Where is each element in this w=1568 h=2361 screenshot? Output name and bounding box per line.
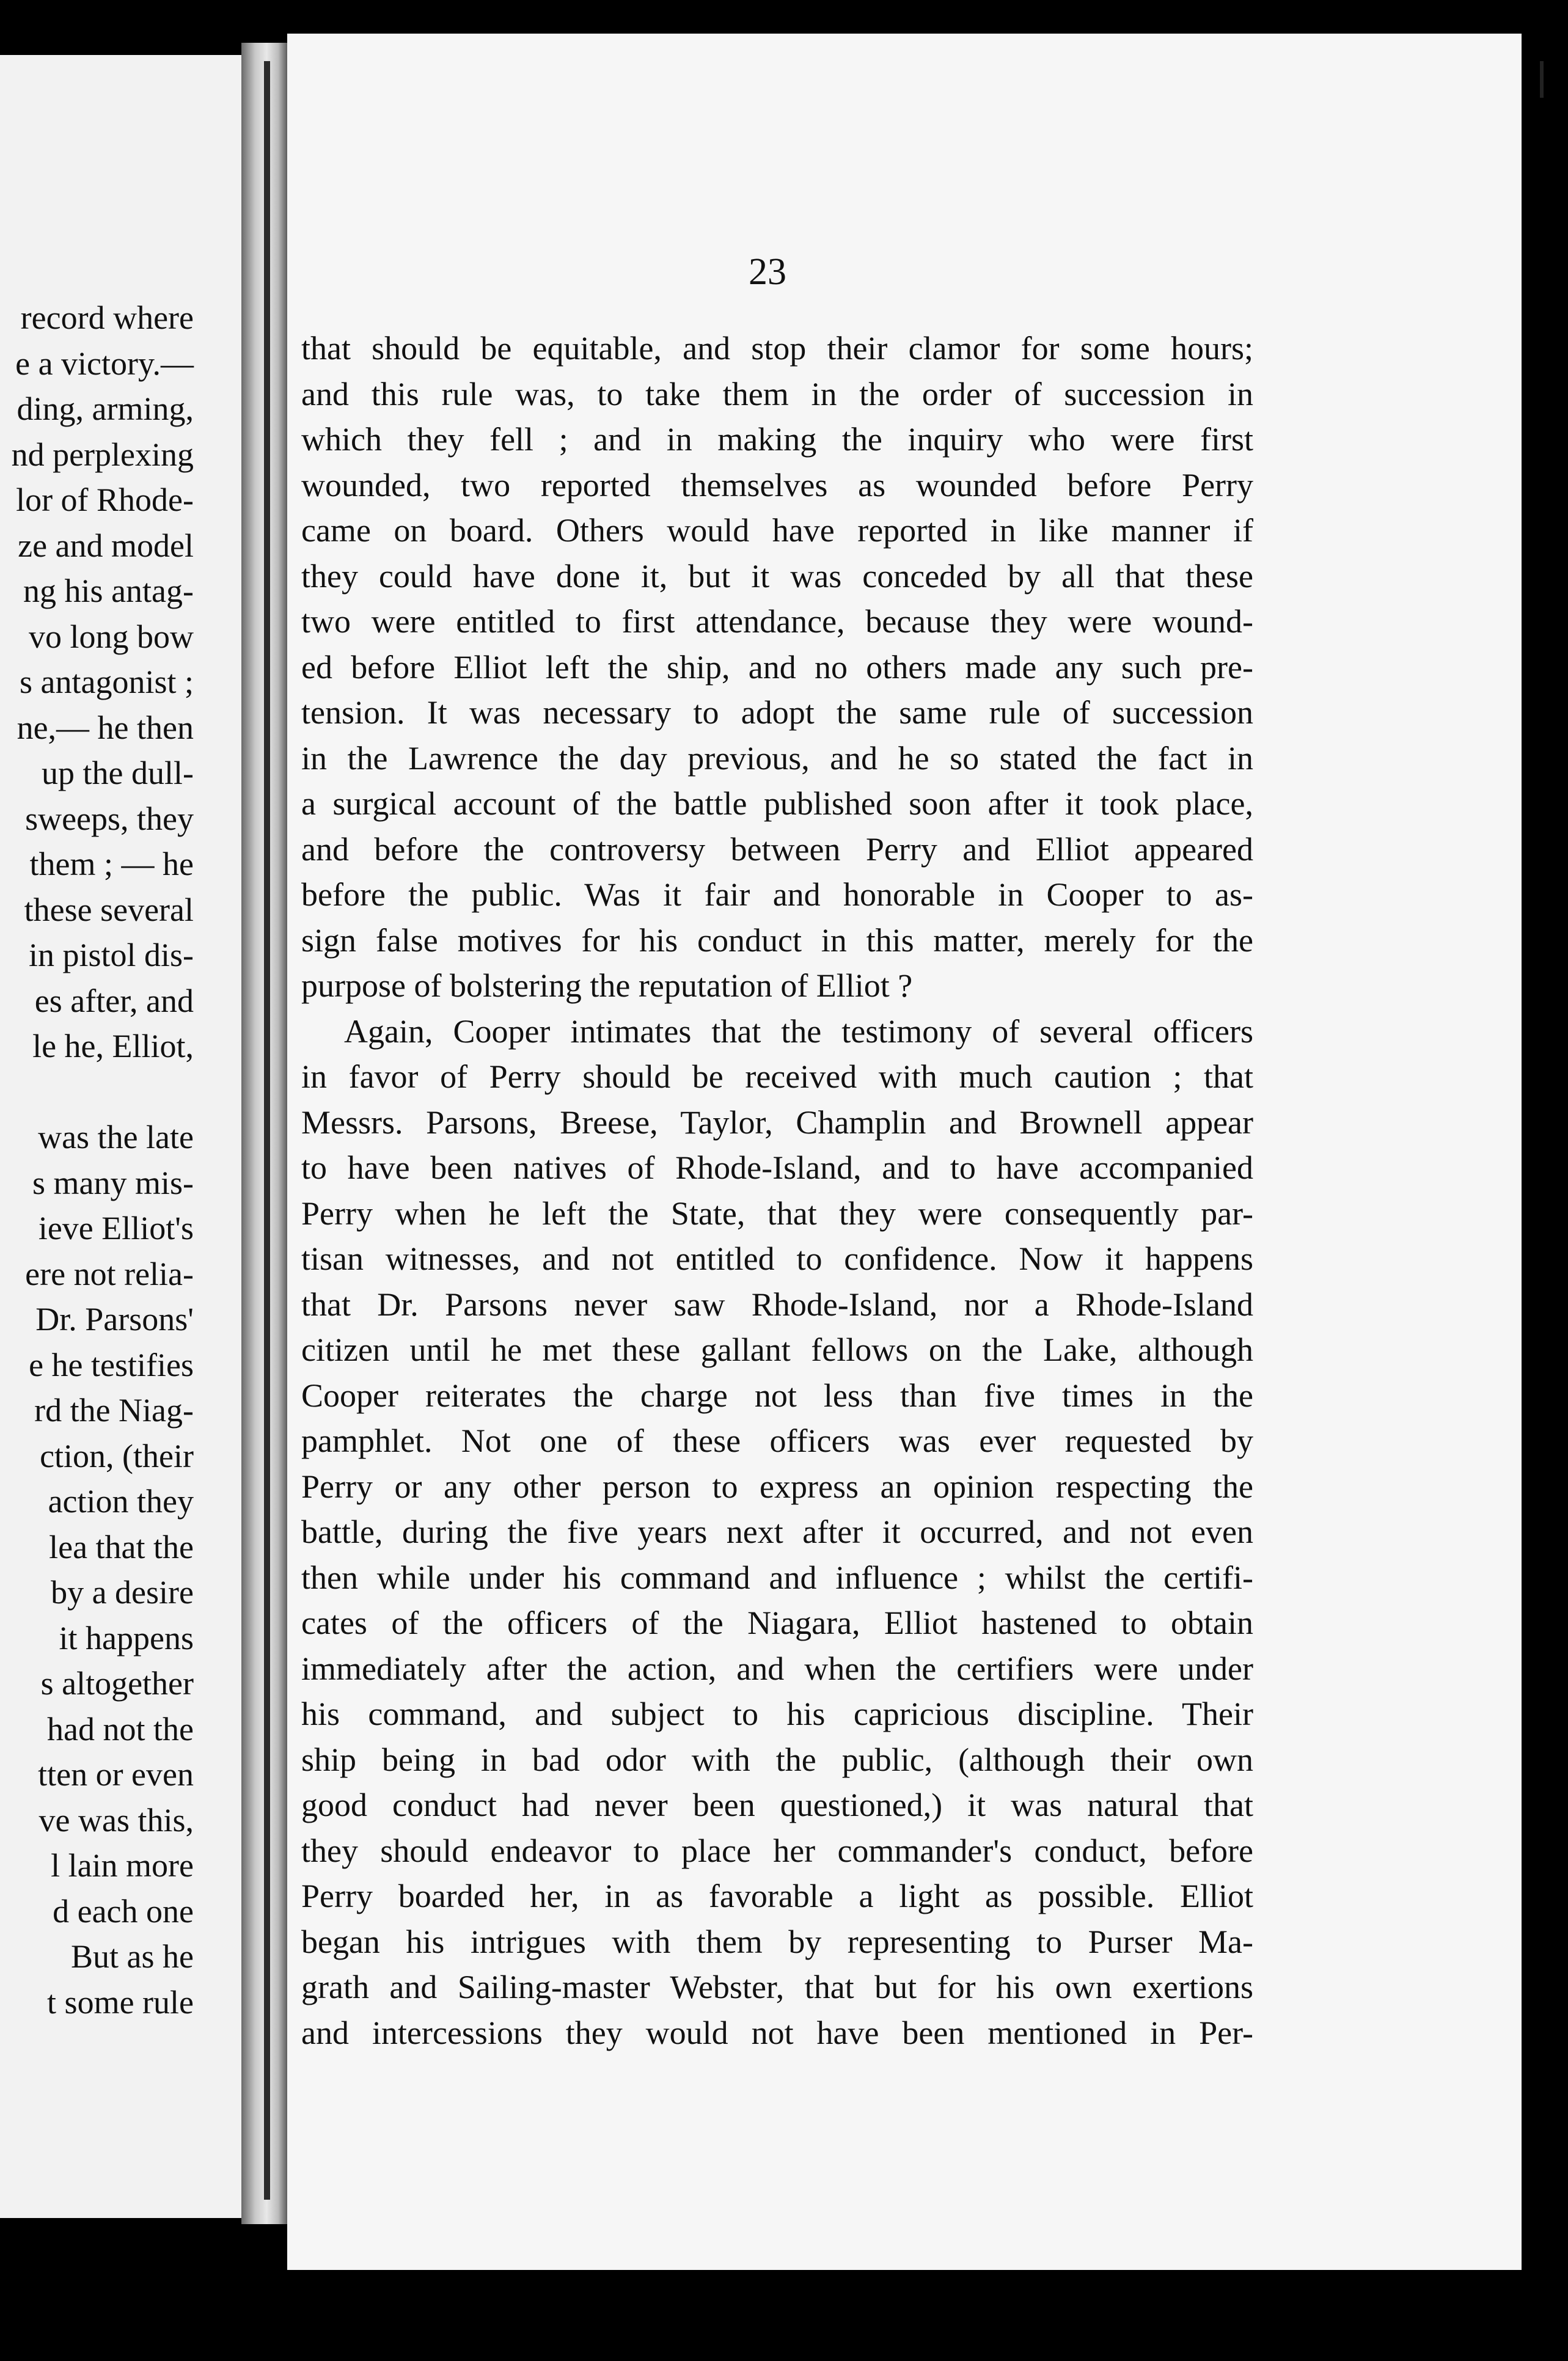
text-line: came on board. Others would have reported in like manner if (301, 512, 1253, 549)
left-page-line: nd perplexing (11, 436, 194, 473)
text-line: two were entitled to first attendance, because they were wound- (301, 603, 1253, 640)
text-line: and before the controversy between Perry and Elliot appeared (301, 830, 1253, 868)
left-page-line: ere not relia- (25, 1255, 194, 1292)
left-page-line: them ; — he (29, 846, 194, 882)
left-page-line: ng his antag- (23, 573, 194, 609)
text-line: Again, Cooper intimates that the testimony of several officers (344, 1012, 1253, 1050)
left-page-line: record where (20, 299, 194, 336)
left-page-line: e a victory.— (15, 345, 194, 382)
text-line: ship being in bad odor with the public, (although their own (301, 1741, 1253, 1778)
page-number: 23 (749, 251, 786, 293)
left-page-line: action they (48, 1483, 194, 1520)
left-page-line: sweeps, they (25, 800, 194, 837)
text-line: tisan witnesses, and not entitled to confidence. Now it happens (301, 1240, 1253, 1277)
text-line: before the public. Was it fair and honorable in Cooper to as- (301, 876, 1253, 913)
left-page-line: d each one (53, 1892, 194, 1930)
left-page-line: had not the (47, 1710, 194, 1748)
text-line: ed before Elliot left the ship, and no others made any such pre- (301, 648, 1253, 686)
left-page-line: ne,— he then (16, 709, 194, 746)
left-page-line: it happens (59, 1619, 194, 1656)
left-page-line: ction, (their (40, 1437, 194, 1474)
left-page-line: in pistol dis- (28, 937, 194, 973)
text-line: that should be equitable, and stop their clamor for some hours; (301, 330, 1253, 367)
text-line: purpose of bolstering the reputation of Elliot ? (301, 967, 913, 1004)
text-line: and intercessions they would not have been mentioned in Per- (301, 2014, 1253, 2051)
text-line: good conduct had never been questioned,) it was natural that (301, 1787, 1253, 1823)
text-line: to have been natives of Rhode-Island, and to have accompanied (301, 1149, 1253, 1186)
text-line: his command, and subject to his capricious discipline. Their (301, 1696, 1253, 1732)
left-page-line: l lain more (51, 1847, 194, 1884)
left-page-line: Dr. Parsons' (35, 1301, 194, 1338)
text-line: then while under his command and influence ; whilst the certifi- (301, 1559, 1253, 1596)
left-page-line: t some rule (47, 1983, 194, 2021)
text-line: that Dr. Parsons never saw Rhode-Island, nor a Rhode-Island (301, 1286, 1253, 1323)
left-page-line: these several (24, 891, 194, 928)
text-line: a surgical account of the battle published soon after it took place, (301, 785, 1253, 822)
left-page-line: was the late (38, 1119, 194, 1155)
scan-edge-mark (1540, 61, 1544, 98)
left-page-line: by a desire (51, 1574, 194, 1611)
left-page-line: s antagonist ; (20, 664, 194, 700)
left-page-line: lor of Rhode- (16, 481, 194, 518)
left-page-line: up the dull- (42, 755, 194, 791)
left-page-line: lea that the (49, 1528, 194, 1565)
left-page-line: ding, arming, (16, 390, 194, 427)
text-line: Perry when he left the State, that they were consequently par- (301, 1195, 1253, 1232)
left-page-line: s many mis- (32, 1164, 194, 1201)
left-page-line: rd the Niag- (34, 1392, 194, 1429)
left-page-line: le he, Elliot, (32, 1028, 194, 1064)
left-page-line: ve was this, (38, 1801, 194, 1839)
text-line: pamphlet. Not one of these officers was ever requested by (301, 1422, 1253, 1459)
text-line: grath and Sailing-master Webster, that but for his own exertions (301, 1969, 1253, 2005)
text-line: Perry boarded her, in as favorable a light as possible. Elliot (301, 1878, 1253, 1914)
left-page-line: es after, and (34, 982, 194, 1019)
text-line: citizen until he met these gallant fellows on the Lake, although (301, 1331, 1253, 1368)
text-line: Perry or any other person to express an opinion respecting the (301, 1468, 1253, 1505)
text-line: they could have done it, but it was conceded by all that these (301, 557, 1253, 595)
text-line: which they fell ; and in making the inquiry who were first (301, 421, 1253, 458)
text-line: and this rule was, to take them in the order of succession in (301, 375, 1253, 412)
text-line: battle, during the five years next after it occurred, and not even (301, 1514, 1253, 1550)
binding-line (264, 61, 270, 2200)
left-page-line: e he testifies (29, 1346, 194, 1383)
text-line: began his intrigues with them by representing to Purser Ma- (301, 1923, 1253, 1960)
text-line: Messrs. Parsons, Breese, Taylor, Champlin and Brownell appear (301, 1104, 1253, 1141)
text-line: Cooper reiterates the charge not less than five times in the (301, 1377, 1253, 1414)
left-page-line: tten or even (38, 1756, 194, 1793)
text-line: in the Lawrence the day previous, and he so stated the fact in (301, 739, 1253, 777)
left-page-line: s altogether (40, 1665, 194, 1702)
text-line: sign false motives for his conduct in this matter, merely for the (301, 921, 1253, 959)
text-line: tension. It was necessary to adopt the same rule of succession (301, 694, 1253, 731)
previous-page-fragment (0, 55, 241, 2218)
left-page-line: But as he (71, 1938, 194, 1975)
text-line: in favor of Perry should be received with much caution ; that (301, 1058, 1253, 1095)
left-page-line: ze and model (18, 527, 194, 564)
left-page-line: ieve Elliot's (38, 1210, 194, 1246)
text-line: they should endeavor to place her commander's conduct, before (301, 1832, 1253, 1869)
left-page-line: vo long bow (29, 618, 194, 655)
text-line: wounded, two reported themselves as wounded before Perry (301, 466, 1253, 503)
text-line: immediately after the action, and when the certifiers were under (301, 1650, 1253, 1687)
text-line: cates of the officers of the Niagara, Elliot hastened to obtain (301, 1605, 1253, 1641)
